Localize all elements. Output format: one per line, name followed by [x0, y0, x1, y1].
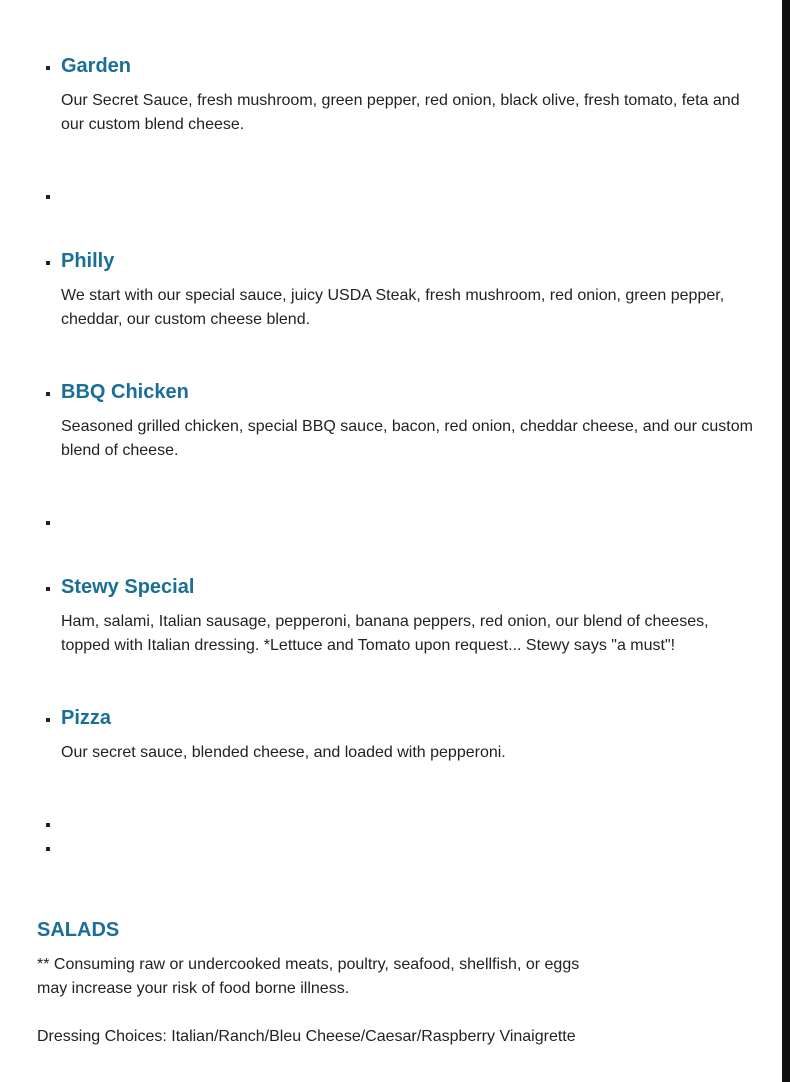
menu-item-name[interactable]: ▪ Pizza: [61, 707, 112, 729]
list-item: [61, 52, 761, 137]
menu-item-name[interactable]: ▪ Stewy Special: [61, 576, 195, 598]
menu-item-description: Seasoned grilled chicken, special BBQ sauce, bacon, red onion, cheddar cheese, and our custom blend of cheese.: [61, 418, 753, 459]
menu-item-name[interactable]: ▪ Philly: [61, 250, 115, 272]
menu-item-list: [0, 52, 761, 861]
salads-heading: SALADS: [37, 919, 120, 941]
list-item: [61, 573, 761, 658]
menu-item-name[interactable]: ▪ BBQ Chicken: [61, 381, 189, 403]
empty-list-item: [61, 813, 761, 837]
menu-item-name[interactable]: ▪ Garden: [61, 55, 132, 77]
empty-list-item: [61, 511, 761, 535]
food-safety-warning: [37, 953, 637, 1001]
page-scrollbar[interactable]: [782, 0, 790, 1082]
menu-item-description: Our secret sauce, blended cheese, and loaded with pepperoni.: [61, 744, 506, 761]
dressing-choices: Dressing Choices: Italian/Ranch/Bleu Cheese/Caesar/Raspberry Vinaigrette: [37, 1028, 576, 1045]
list-item: [61, 247, 761, 332]
empty-list-item: [61, 185, 761, 209]
menu-item-description: Our Secret Sauce, fresh mushroom, green pepper, red onion, black olive, fresh tomato, feta and our custom blend cheese.: [61, 92, 740, 133]
warning-line-1: ** Consuming raw or undercooked meats, poultry, seafood, shellfish, or eggs: [37, 956, 580, 973]
menu-item-description: Ham, salami, Italian sausage, pepperoni, banana peppers, red onion, our blend of cheeses, topped with Italian dressing. *Lettuce and Tomato upon request... Stewy says "a must"!: [61, 613, 709, 654]
list-item: [61, 704, 761, 765]
warning-line-2: may increase your risk of food borne illness.: [37, 980, 350, 997]
list-item: [61, 378, 761, 463]
menu-item-description: We start with our special sauce, juicy USDA Steak, fresh mushroom, red onion, green pepper, cheddar, our custom cheese blend.: [61, 287, 725, 328]
empty-list-item: [61, 837, 761, 861]
salads-section: [37, 916, 637, 1049]
